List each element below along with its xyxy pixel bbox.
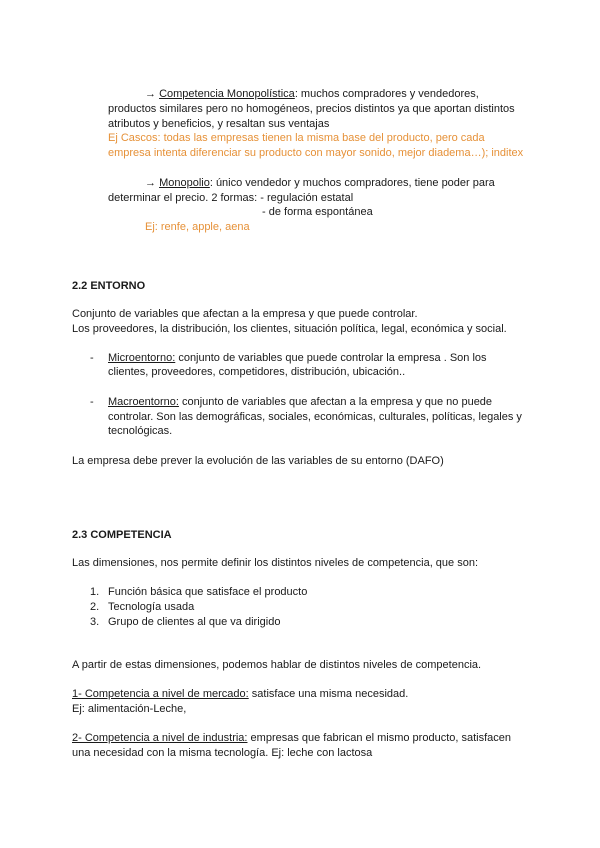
macroentorno-term: Macroentorno: xyxy=(108,396,179,408)
arrow-icon: → xyxy=(145,88,160,100)
macroentorno-line2: controlar. Son las demográficas, sociales, económicas, culturales, políticas, legales y xyxy=(108,411,522,423)
list-bullet: - xyxy=(90,396,94,408)
monopolio-line1 xyxy=(145,176,495,190)
list-number: 1. xyxy=(90,586,100,598)
entorno-paragraph2: Los proveedores, la distribución, los clientes, situación política, legal, económica y social. xyxy=(72,323,507,335)
competencia-intro: Las dimensiones, nos permite definir los distintos niveles de competencia, que son: xyxy=(72,557,479,569)
macroentorno-line1 xyxy=(108,395,492,409)
entorno-heading: 2.2 ENTORNO xyxy=(72,280,146,292)
mono-competencia-example2: empresa intenta diferenciar su producto con mayor sonido, mejor diadema…); inditex xyxy=(108,147,524,159)
nivel-industria-line2: una necesidad con la misma tecnología. Ej: leche con lactosa xyxy=(72,747,373,759)
nivel-industria-line1 xyxy=(72,731,511,745)
list-item: Función básica que satisface el producto xyxy=(108,586,308,598)
monopolio-line3: - de forma espontánea xyxy=(262,206,373,218)
nivel-mercado-text: satisface una misma necesidad. xyxy=(248,688,409,700)
arrow-icon: → xyxy=(145,177,160,189)
monopolio-example: Ej: renfe, apple, aena xyxy=(145,221,250,233)
macroentorno-text: conjunto de variables que afectan a la empresa y que no puede xyxy=(178,396,493,408)
mono-competencia-term: Competencia Monopolística xyxy=(159,88,295,100)
list-item: Grupo de clientes al que va dirigido xyxy=(108,616,281,628)
list-bullet: - xyxy=(90,352,94,364)
competencia-partir: A partir de estas dimensiones, podemos hablar de distintos niveles de competencia. xyxy=(72,659,482,671)
mono-competencia-line1 xyxy=(145,87,479,101)
competencia-heading: 2.3 COMPETENCIA xyxy=(72,529,172,541)
monopolio-text: : único vendedor y muchos compradores, tiene poder para xyxy=(209,177,495,189)
list-number: 3. xyxy=(90,616,100,628)
nivel-industria-term: 2- Competencia a nivel de industria: xyxy=(72,732,248,744)
nivel-industria-text: empresas que fabrican el mismo producto, satisfacen xyxy=(247,732,512,744)
mono-competencia-line2: productos similares pero no homogéneos, precios distintos ya que aportan distintos xyxy=(108,103,515,115)
list-item: Tecnología usada xyxy=(108,601,195,613)
nivel-mercado-line1 xyxy=(72,687,408,701)
mono-competencia-text: : muchos compradores y vendedores, xyxy=(294,88,479,100)
mono-competencia-line3: atributos y beneficios, y resaltan sus ventajas xyxy=(108,118,330,130)
entorno-dafo: La empresa debe prever la evolución de las variables de su entorno (DAFO) xyxy=(72,455,444,467)
microentorno-line1 xyxy=(108,351,487,365)
mono-competencia-example1: Ej Cascos: todas las empresas tienen la misma base del producto, pero cada xyxy=(108,132,485,144)
microentorno-line2: clientes, proveedores, competidores, distribución, ubicación.. xyxy=(108,366,406,378)
microentorno-text: conjunto de variables que puede controlar la empresa . Son los xyxy=(175,352,487,364)
entorno-paragraph1: Conjunto de variables que afectan a la empresa y que puede controlar. xyxy=(72,308,418,320)
list-number: 2. xyxy=(90,601,100,613)
nivel-mercado-term: 1- Competencia a nivel de mercado: xyxy=(72,688,249,700)
macroentorno-line3: tecnológicas. xyxy=(108,425,173,437)
monopolio-line2: determinar el precio. 2 formas: - regulación estatal xyxy=(108,192,354,204)
monopolio-term: Monopolio xyxy=(159,177,210,189)
nivel-mercado-example: Ej: alimentación-Leche, xyxy=(72,703,187,715)
microentorno-term: Microentorno: xyxy=(108,352,176,364)
